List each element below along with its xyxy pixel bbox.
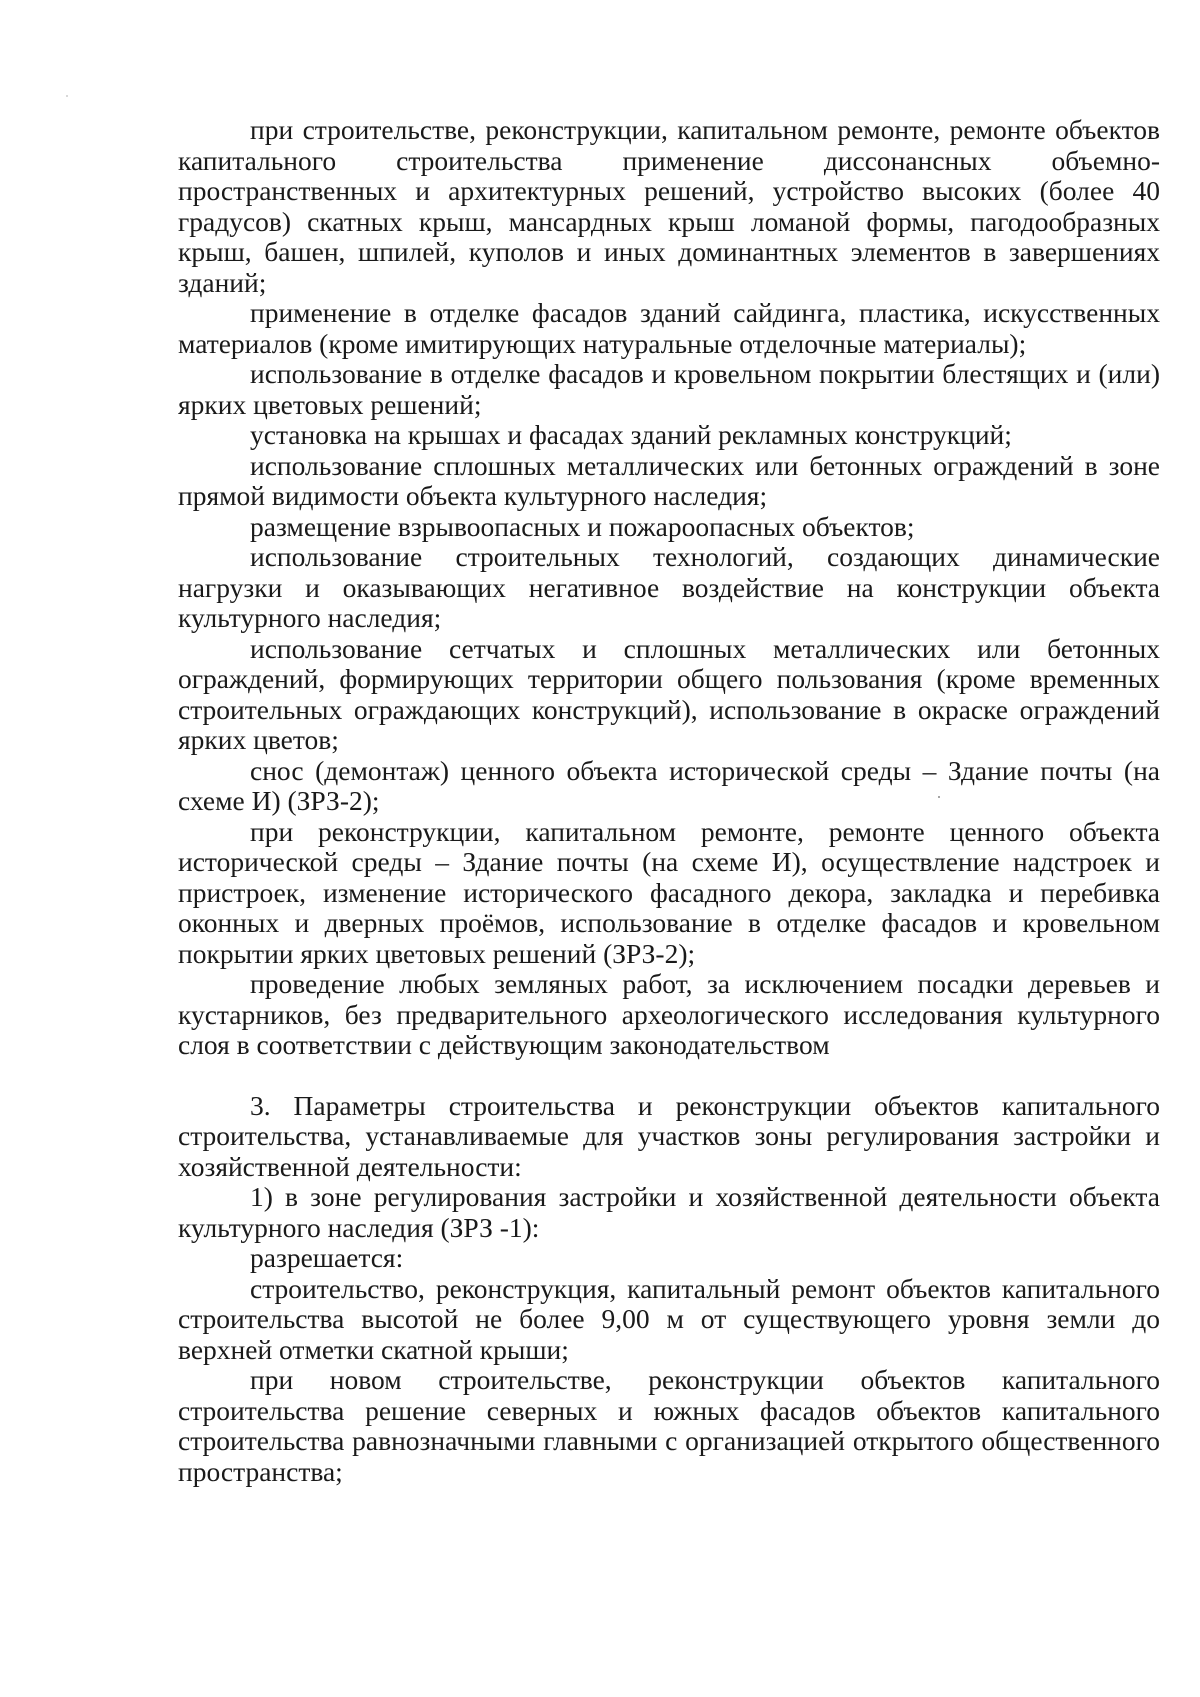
document-body	[178, 115, 1160, 1487]
allowed-paragraph-height-limit: строительство, реконструкция, капитальный ремонт объектов капитального строительства высотой не более 9,00 м от существующего уровня земли до верхней отметки скатной крыши;	[178, 1272, 1160, 1365]
restriction-paragraph-dynamic-loads: использование строительных технологий, создающих динамические нагрузки и оказывающих негативное воздействие на конструкции объекта культурного наследия;	[178, 541, 1160, 633]
restriction-paragraph-hazardous-objects: размещение взрывоопасных и пожароопасных объектов;	[250, 510, 915, 542]
restriction-paragraph-roofs: при строительстве, реконструкции, капитальном ремонте, ремонте объектов капитального строительства применение диссонансных объемно-пространственных и архитектурных решений, устройство высоких (более 40 градусов) скатных крыш, мансардных крыш ломаной формы, пагодообразных крыш, башен, шпилей, куполов и иных доминантных элементов в завершениях зданий;	[178, 114, 1160, 298]
scan-speck	[938, 796, 940, 798]
restriction-paragraph-siding: применение в отделке фасадов зданий сайдинга, пластика, искусственных материалов (кроме имитирующих натуральные отделочные материалы);	[178, 297, 1160, 359]
restriction-paragraph-earthworks: проведение любых земляных работ, за исключением посадки деревьев и кустарников, без предварительного археологического исследования культурного слоя в соответствии с действующим законодательством	[178, 968, 1160, 1060]
scan-speck	[66, 95, 68, 97]
restriction-paragraph-post-office-reconstruction: при реконструкции, капитальном ремонте, ремонте ценного объекта исторической среды – Здание почты (на схеме И), осуществление надстроек и пристроек, изменение исторического фасадного декора, закладка и перебивка оконных и дверных проёмов, использование в отделке фасадов и кровельном покрытии ярких цветовых решений (ЗРЗ-2);	[178, 815, 1160, 969]
section-3-heading-paragraph: 3. Параметры строительства и реконструкции объектов капитального строительства, устанавливаемые для участков зоны регулирования застройки и хозяйственной деятельности:	[178, 1089, 1160, 1182]
restriction-paragraph-bright-colors: использование в отделке фасадов и кровельном покрытии блестящих и (или) ярких цветовых решений;	[178, 358, 1160, 420]
restriction-paragraph-advertising: установка на крышах и фасадах зданий рекламных конструкций;	[250, 419, 1012, 450]
restriction-paragraph-solid-fences: использование сплошных металлических или бетонных ограждений в зоне прямой видимости объекта культурного наследия;	[178, 449, 1160, 511]
allowed-label: разрешается:	[250, 1242, 404, 1273]
restriction-paragraph-mesh-fences: использование сетчатых и сплошных металлических или бетонных ограждений, формирующих территории общего пользования (кроме временных строительных ограждающих конструкций), использование в окраске ограждений ярких цветов;	[178, 632, 1160, 755]
allowed-paragraph-facades: при новом строительстве, реконструкции объектов капитального строительства решение северных и южных фасадов объектов капитального строительства равнозначными главными с организацией открытого общественного пространства;	[178, 1364, 1160, 1487]
zone-zrz1-paragraph: 1) в зоне регулирования застройки и хозяйственной деятельности объекта культурного наследия (ЗРЗ -1):	[178, 1181, 1160, 1243]
restriction-paragraph-demolition: снос (демонтаж) ценного объекта исторической среды – Здание почты (на схеме И) (ЗРЗ-2);	[178, 754, 1160, 816]
